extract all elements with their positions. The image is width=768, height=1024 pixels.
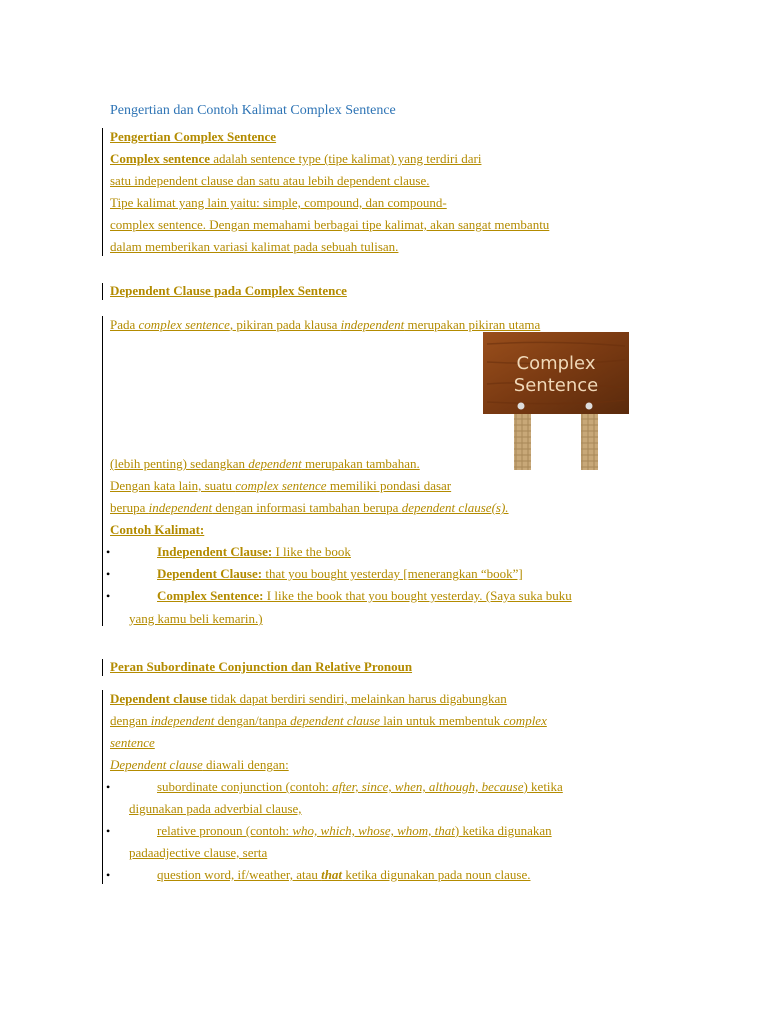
- paragraph-line[interactable]: Dependent clause tidak dapat berdiri sendiri, melainkan harus digabungkan: [110, 691, 507, 706]
- margin-bar: [102, 128, 103, 256]
- section-peran-heading: [102, 658, 702, 678]
- margin-bar: [102, 659, 103, 676]
- list-item[interactable]: relative pronoun (contoh: who, which, whose, whom, that) ketika digunakan: [157, 823, 552, 838]
- list-item[interactable]: Complex Sentence: I like the book that you bought yesterday. (Saya suka buku: [157, 588, 572, 603]
- sign-post-left: [514, 412, 531, 470]
- sign-nail-left: [518, 403, 525, 410]
- sign-text-line2: Sentence: [513, 375, 599, 396]
- section-definition: [102, 128, 702, 258]
- paragraph-line[interactable]: Complex sentence adalah sentence type (tipe kalimat) yang terdiri dari: [110, 151, 482, 166]
- bullet-icon: •: [106, 567, 111, 581]
- bullet-icon: •: [106, 868, 111, 882]
- bullet-icon: •: [106, 780, 111, 794]
- list-item[interactable]: Dependent Clause: that you bought yesterday [menerangkan “book”]: [157, 566, 523, 581]
- bullet-icon: •: [106, 545, 111, 559]
- contoh-heading[interactable]: Contoh Kalimat:: [110, 522, 205, 537]
- margin-bar: [102, 690, 103, 884]
- paragraph-line[interactable]: satu independent clause dan satu atau lebih dependent clause.: [110, 173, 430, 188]
- list-item[interactable]: subordinate conjunction (contoh: after, since, when, although, because) ketika: [157, 779, 563, 794]
- sign-text-line1: Complex: [516, 353, 596, 374]
- section-heading[interactable]: Dependent Clause pada Complex Sentence: [110, 283, 347, 298]
- margin-bar: [102, 283, 103, 300]
- section-peran-body: [102, 690, 702, 886]
- paragraph-line[interactable]: berupa independent dengan informasi tambahan berupa dependent clause(s).: [110, 500, 509, 515]
- list-item[interactable]: Independent Clause: I like the book: [157, 544, 351, 559]
- paragraph-line[interactable]: Dengan kata lain, suatu complex sentence memiliki pondasi dasar: [110, 478, 452, 493]
- section-heading[interactable]: Peran Subordinate Conjunction dan Relative Pronoun: [110, 659, 413, 674]
- bullet-icon: •: [106, 589, 111, 603]
- section-dependent-heading: [102, 282, 702, 302]
- paragraph-line[interactable]: dalam memberikan variasi kalimat pada sebuah tulisan.: [110, 239, 399, 254]
- section-heading[interactable]: Pengertian Complex Sentence: [110, 129, 277, 144]
- paragraph-line[interactable]: sentence: [110, 735, 155, 750]
- sign-nail-right: [586, 403, 593, 410]
- list-item[interactable]: question word, if/weather, atau that ketika digunakan pada noun clause.: [157, 867, 531, 882]
- paragraph-line[interactable]: dengan independent dengan/tanpa dependent clause lain untuk membentuk complex: [110, 713, 547, 728]
- complex-sentence-sign-image: [483, 332, 629, 472]
- list-item-continuation[interactable]: padaadjective clause, serta: [129, 845, 268, 860]
- paragraph-line[interactable]: Tipe kalimat yang lain yaitu: simple, compound, dan compound-: [110, 195, 447, 210]
- paragraph-line[interactable]: Pada complex sentence, pikiran pada klausa independent merupakan pikiran utama: [110, 317, 541, 332]
- margin-bar: [102, 316, 103, 626]
- paragraph-line[interactable]: (lebih penting) sedangkan dependent merupakan tambahan.: [110, 456, 420, 471]
- list-item-continuation[interactable]: digunakan pada adverbial clause,: [129, 801, 302, 816]
- page-title: Pengertian dan Contoh Kalimat Complex Sentence: [110, 103, 396, 118]
- bullet-icon: •: [106, 824, 111, 838]
- paragraph-line[interactable]: complex sentence. Dengan memahami berbagai tipe kalimat, akan sangat membantu: [110, 217, 550, 232]
- list-item-continuation[interactable]: yang kamu beli kemarin.): [129, 611, 263, 626]
- paragraph-line[interactable]: Dependent clause diawali dengan:: [110, 757, 289, 772]
- sign-post-right: [581, 412, 598, 470]
